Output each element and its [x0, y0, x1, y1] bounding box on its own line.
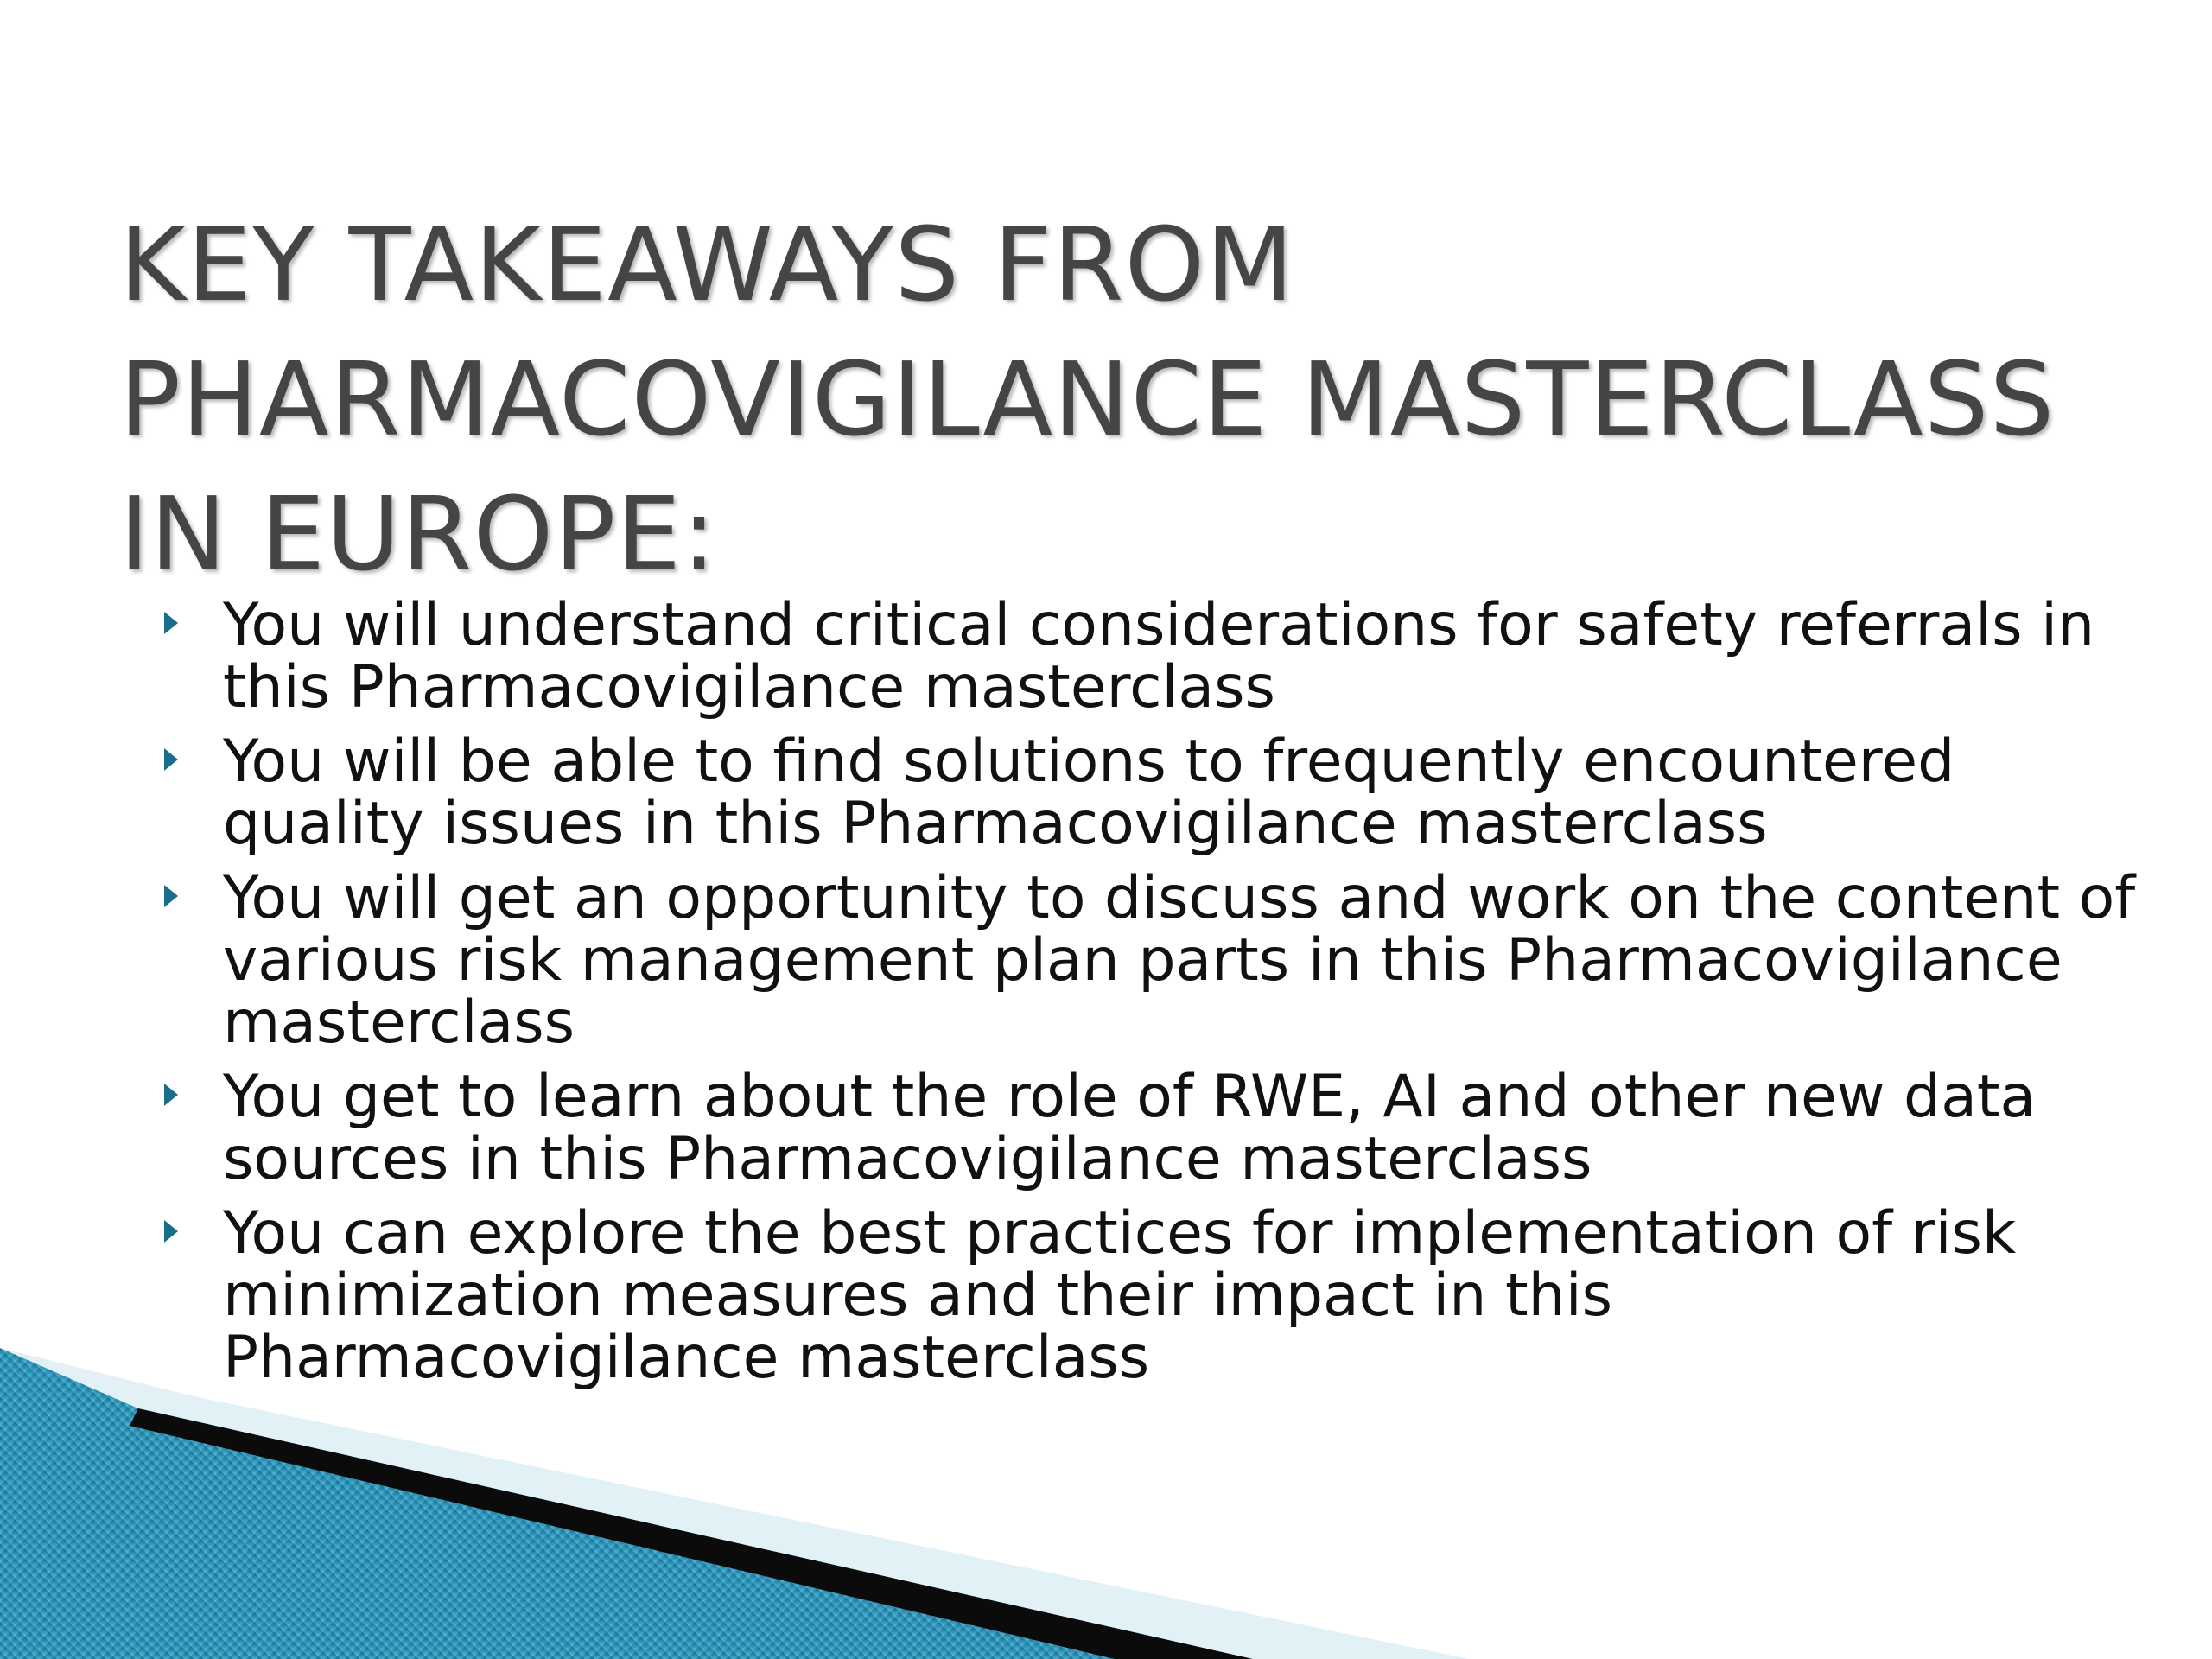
title-line: PHARMACOVIGILANCE MASTERCLASS [119, 340, 2056, 459]
list-item [223, 1063, 2158, 1193]
bullet-text: You can explore the best practices for implementation of risk minimization measures and their impact in this Pharmacovigilance masterclass [223, 1199, 2017, 1392]
bullet-text: You will understand critical considerations for safety referrals in this Pharmacovigilance masterclass [223, 591, 2095, 721]
bullet-text: You get to learn about the role of RWE, AI and other new data sources in this Pharmacovigilance masterclass [223, 1063, 2037, 1193]
triangle-right-icon [164, 1084, 178, 1106]
bullet-text: You will get an opportunity to discuss and work on the content of various risk management plan parts in this Pharmacovigilance masterclass [223, 864, 2136, 1057]
list-item [223, 728, 2158, 858]
title-line: IN EUROPE: [119, 474, 717, 594]
slide-title [119, 197, 2176, 601]
title-line: KEY TAKEAWAYS FROM [119, 205, 1295, 324]
triangle-right-icon [164, 885, 178, 907]
list-item [223, 1199, 2158, 1392]
list-item [223, 591, 2158, 721]
takeaways-list [223, 591, 2158, 1402]
triangle-right-icon [164, 1220, 178, 1243]
list-item [223, 864, 2158, 1057]
bullet-text: You will be able to find solutions to frequently encountered quality issues in this Pharmacovigilance masterclass [223, 728, 1955, 858]
triangle-right-icon [164, 612, 178, 634]
triangle-right-icon [164, 748, 178, 771]
